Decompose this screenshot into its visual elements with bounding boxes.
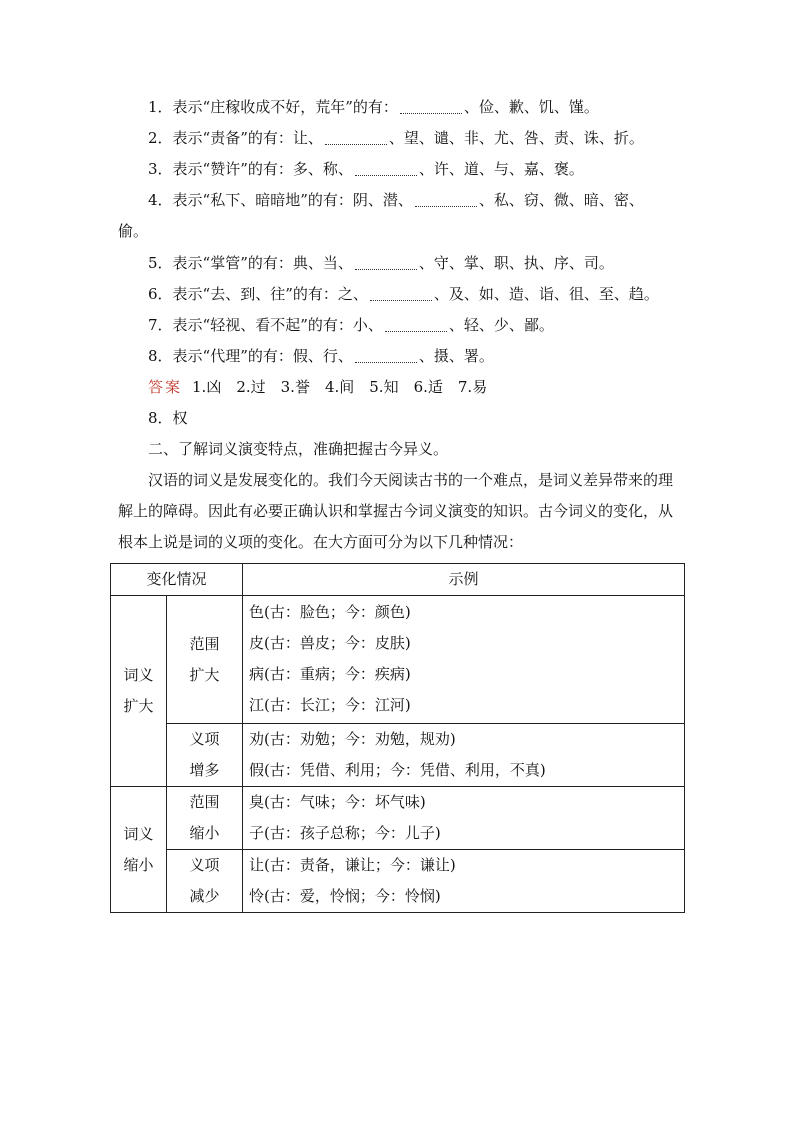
table-row (111, 724, 685, 787)
examples-cell (243, 724, 685, 787)
example-text: 让(古：责备，谦让；今：谦让) (249, 856, 456, 874)
item-text: 、俭、歉、饥、馑。 (463, 98, 599, 116)
answer-values: 8．权 (148, 409, 188, 427)
question-item-1 (148, 97, 599, 117)
example-text: 皮(古：兽皮；今：皮肤) (249, 634, 411, 652)
fill-blank (355, 348, 417, 363)
question-item-3 (148, 159, 584, 179)
header-cell: 变化情况 (111, 564, 243, 596)
example-text: 病(古：重病；今：疾病) (249, 665, 411, 683)
fill-blank (385, 317, 447, 332)
table-row (111, 850, 685, 913)
header-cell: 示例 (243, 564, 685, 596)
subtype-label: 义项减少 (167, 850, 243, 913)
subtype-label: 范围扩大 (167, 596, 243, 724)
fill-blank (355, 161, 417, 176)
example-text: 色(古：脸色；今：颜色) (249, 603, 411, 621)
fill-blank (400, 99, 462, 114)
item-text: 2．表示“责备”的有：让、 (148, 129, 323, 147)
question-item-2 (148, 128, 644, 148)
question-item-4 (148, 190, 644, 210)
example-text: 江(古：长江；今：江河) (249, 696, 411, 714)
item-text: 偷。 (118, 222, 149, 240)
question-item-5 (148, 253, 614, 273)
answer-values: 1.凶 2.过 3.誉 4.间 5.知 6.适 7.易 (192, 378, 488, 396)
example-text: 臭(古：气味；今：坏气味) (249, 793, 426, 811)
item-text: 8．表示“代理”的有：假、行、 (148, 347, 353, 365)
subtype-label: 义项增多 (167, 724, 243, 787)
question-item-8 (148, 346, 494, 366)
table-row (111, 787, 685, 850)
item-text: 、望、谴、非、尤、咎、责、诛、折。 (388, 129, 644, 147)
item-text: 1．表示“庄稼收成不好，荒年”的有： (148, 98, 398, 116)
item-text: 、许、道、与、嘉、褒。 (418, 160, 584, 178)
fill-blank (370, 286, 432, 301)
examples-cell (243, 850, 685, 913)
table-row (111, 596, 685, 724)
section-title: 二、了解词义演变特点，准确把握古今异义。 (148, 440, 449, 458)
fill-blank (355, 255, 417, 270)
subtype-label: 范围缩小 (167, 787, 243, 850)
intro-paragraph: 汉语的词义是发展变化的。我们今天阅读古书的一个难点，是词义差异带来的理解上的障碍。因此有必要正确认识和掌握古今词义演变的知识。古今词义的变化，从根本上说是词的义项的变化。在大方面可分为以下几种情况： (118, 471, 674, 551)
question-item-4-continued (118, 221, 148, 241)
item-text: 7．表示“轻视、看不起”的有：小、 (148, 316, 383, 334)
answer-line-2 (148, 408, 188, 428)
item-text: 、守、掌、职、执、序、司。 (418, 254, 614, 272)
example-text: 子(古：孩子总称；今：儿子) (249, 824, 441, 842)
examples-cell (243, 596, 685, 724)
fill-blank (325, 130, 387, 145)
question-item-7 (148, 315, 554, 335)
item-text: 、私、窃、微、暗、密、 (478, 191, 644, 209)
item-text: 、摄、署。 (418, 347, 494, 365)
item-text: 5．表示“掌管”的有：典、当、 (148, 254, 353, 272)
item-text: 6．表示“去、到、往”的有：之、 (148, 285, 368, 303)
item-text: 、及、如、造、诣、徂、至、趋。 (433, 285, 659, 303)
item-text: 、轻、少、鄙。 (448, 316, 554, 334)
table-header-row (111, 564, 685, 596)
answer-line (148, 377, 487, 397)
item-text: 4．表示“私下、暗暗地”的有：阴、潜、 (148, 191, 413, 209)
fill-blank (415, 192, 477, 207)
question-item-6 (148, 284, 659, 304)
meaning-change-table (110, 563, 685, 913)
answer-label: 答案 (148, 378, 183, 396)
examples-cell (243, 787, 685, 850)
example-text: 怜(古：爱，怜悯；今：怜悯) (249, 887, 441, 905)
group-label: 词义扩大 (111, 596, 167, 787)
group-label: 词义缩小 (111, 787, 167, 913)
item-text: 3．表示“赞许”的有：多、称、 (148, 160, 353, 178)
example-text: 假(古：凭借、利用；今：凭借、利用，不真) (249, 761, 546, 779)
example-text: 劝(古：劝勉；今：劝勉，规劝) (249, 730, 456, 748)
